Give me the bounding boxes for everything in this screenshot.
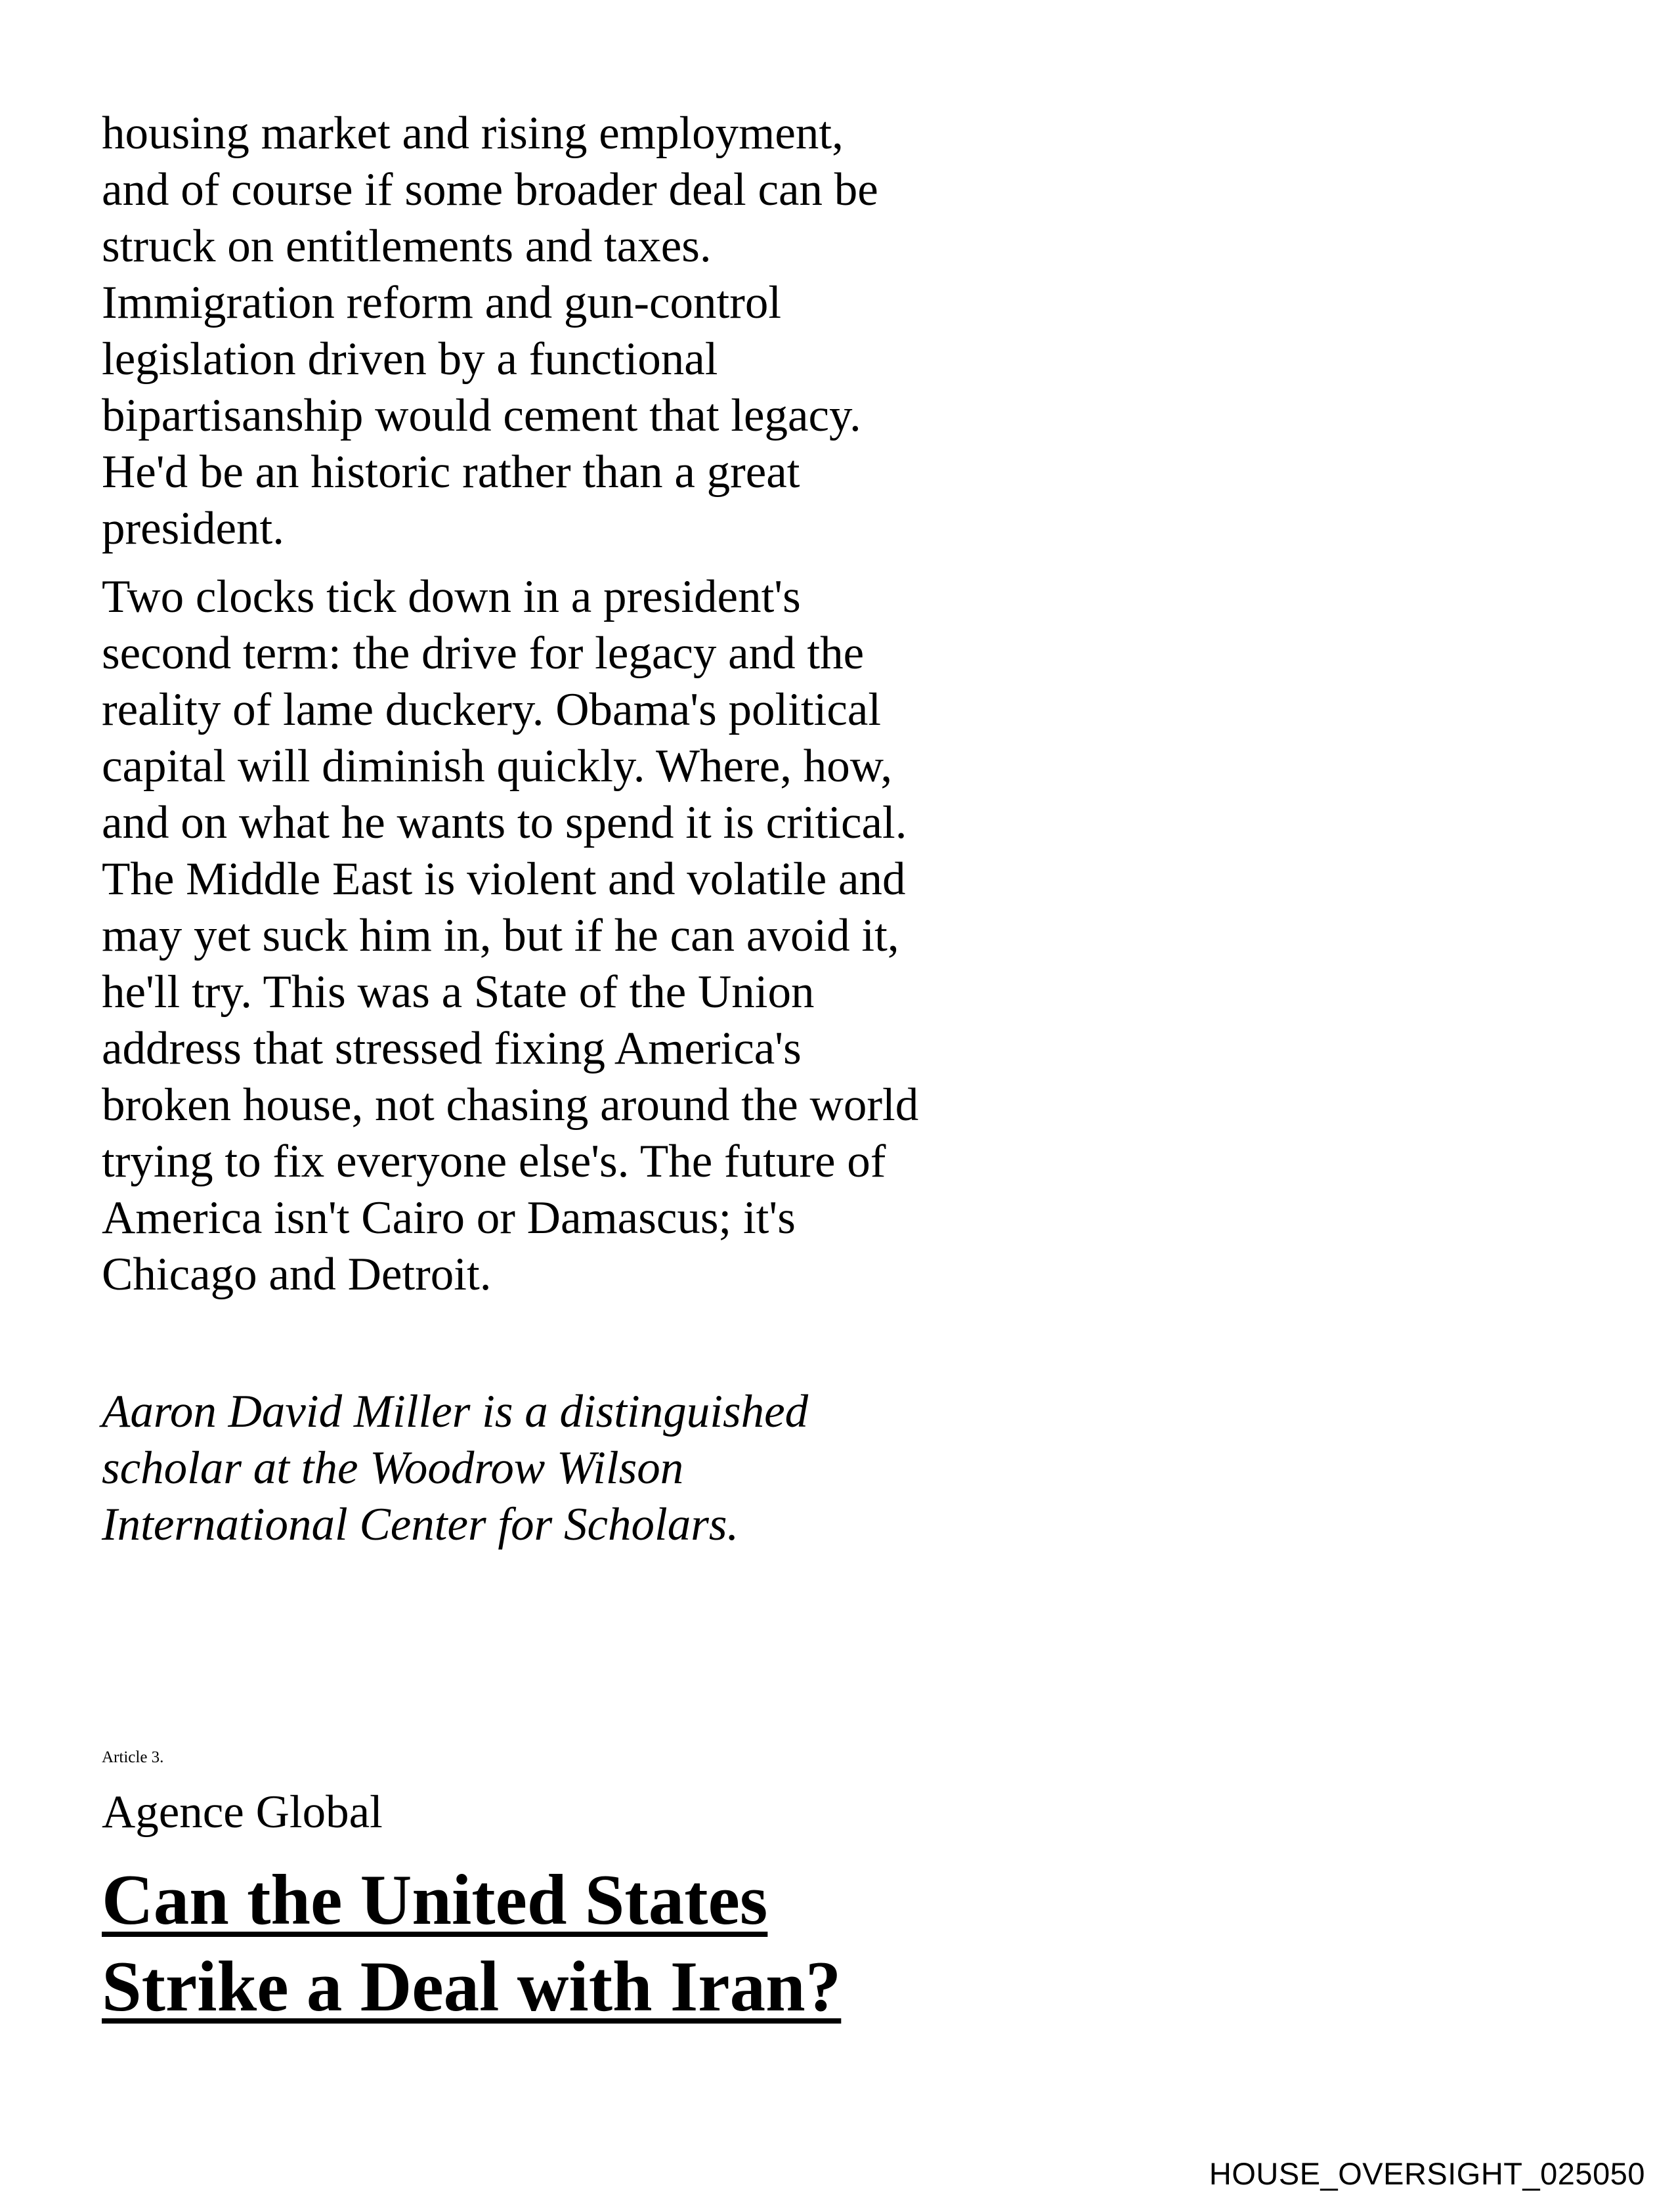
- text-line: trying to fix everyone else's. The future of: [102, 1136, 886, 1187]
- text-line: America isn't Cairo or Damascus; it's: [102, 1192, 796, 1244]
- headline-line: [102, 1857, 841, 1943]
- body-paragraph-2: [102, 569, 918, 1303]
- text-line: and of course if some broader deal can be: [102, 164, 878, 215]
- text-line: bipartisanship would cement that legacy.: [102, 390, 861, 441]
- headline-text: Strike a Deal with Iran?: [102, 1947, 842, 2026]
- text-line: Two clocks tick down in a president's: [102, 571, 801, 622]
- text-line: scholar at the Woodrow Wilson: [102, 1442, 684, 1494]
- text-line: The Middle East is violent and volatile and: [102, 854, 906, 905]
- text-line: he'll try. This was a State of the Union: [102, 966, 815, 1018]
- headline-text: Can the United States: [102, 1860, 768, 1940]
- text-line: address that stressed fixing America's: [102, 1023, 802, 1074]
- text-line: He'd be an historic rather than a great: [102, 446, 800, 498]
- text-line: president.: [102, 503, 285, 554]
- article-label: Article 3.: [102, 1748, 164, 1766]
- bates-number: HOUSE_OVERSIGHT_025050: [1209, 2156, 1645, 2191]
- text-line: and on what he wants to spend it is critical.: [102, 797, 907, 848]
- text-line: may yet suck him in, but if he can avoid it,: [102, 910, 899, 961]
- text-line: second term: the drive for legacy and the: [102, 628, 865, 679]
- text-line: struck on entitlements and taxes.: [102, 221, 712, 272]
- text-line: International Center for Scholars.: [102, 1499, 739, 1550]
- text-line: reality of lame duckery. Obama's political: [102, 684, 882, 735]
- body-paragraph-1: [102, 105, 878, 557]
- article-source: Agence Global: [102, 1787, 383, 1838]
- article-headline: [102, 1857, 841, 2030]
- text-line: legislation driven by a functional: [102, 334, 718, 385]
- text-line: housing market and rising employment,: [102, 108, 844, 159]
- text-line: capital will diminish quickly. Where, how,: [102, 741, 893, 792]
- text-line: broken house, not chasing around the world: [102, 1079, 919, 1131]
- text-line: Aaron David Miller is a distinguished: [102, 1386, 809, 1437]
- text-line: Immigration reform and gun-control: [102, 277, 782, 328]
- author-bio: [102, 1383, 808, 1553]
- text-line: Chicago and Detroit.: [102, 1249, 492, 1300]
- headline-line: [102, 1943, 841, 2030]
